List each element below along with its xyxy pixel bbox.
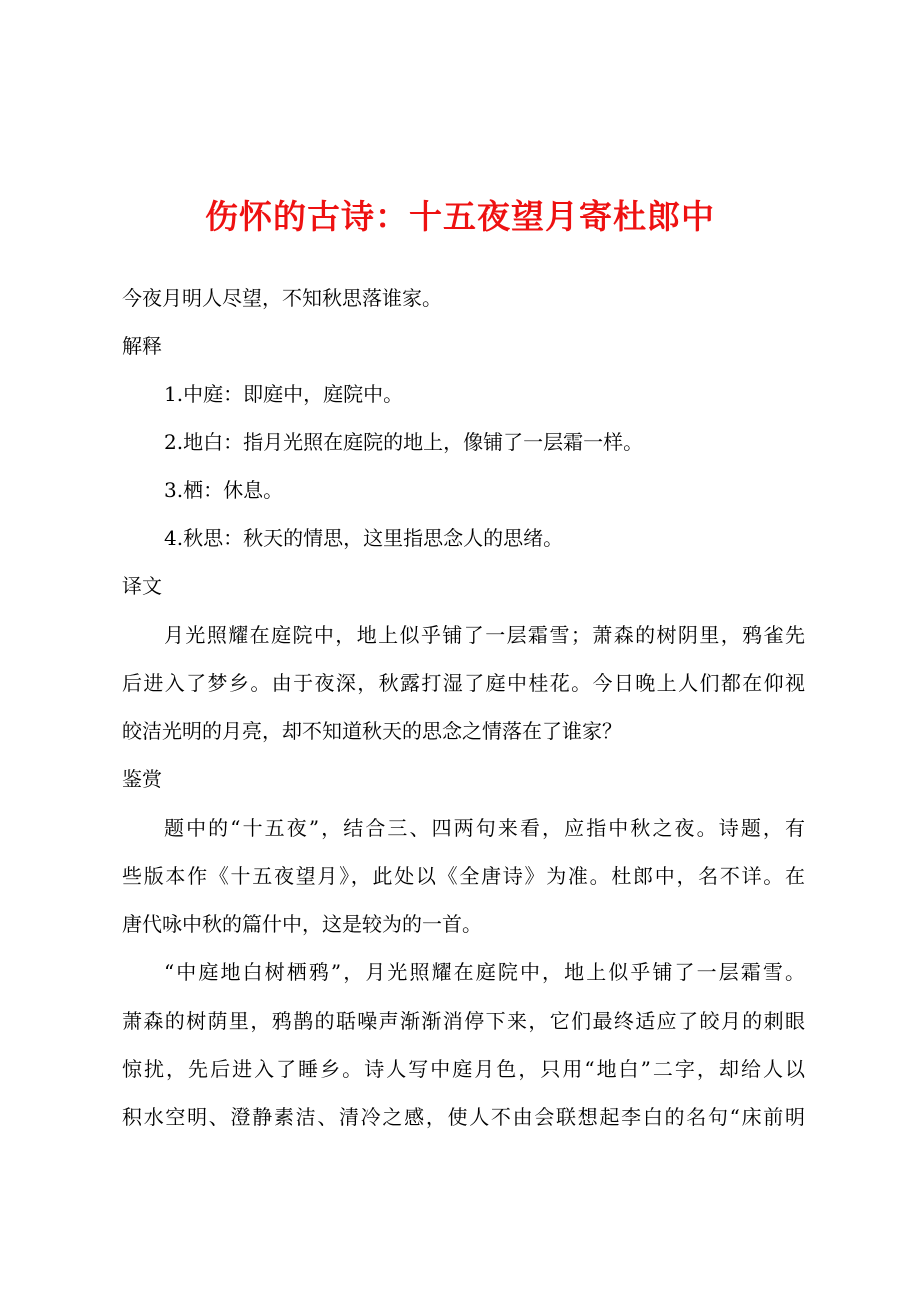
appreciation-line: 萧森的树荫里，鸦鹊的聒噪声渐渐消停下来，它们最终适应了皎月的刺眼 xyxy=(122,1009,805,1033)
appreciation-heading: 鉴赏 xyxy=(122,767,162,791)
note-item: 4.秋思：秋天的情思，这里指思念人的思绪。 xyxy=(164,526,564,550)
appreciation-line: 唐代咏中秋的篇什中，这是较为的一首。 xyxy=(122,912,482,936)
translation-line: 后进入了梦乡。由于夜深，秋露打湿了庭中桂花。今日晚上人们都在仰视 xyxy=(122,671,805,695)
translation-heading: 译文 xyxy=(122,574,162,598)
notes-heading: 解释 xyxy=(122,334,162,358)
appreciation-line: 些版本作《十五夜望月》，此处以《全唐诗》为准。杜郎中，名不详。在 xyxy=(122,864,805,888)
appreciation-line: 积水空明、澄静素洁、清冷之感，使人不由会联想起李白的名句“床前明 xyxy=(122,1105,805,1129)
note-item: 3.栖：休息。 xyxy=(164,478,284,502)
note-item: 2.地白：指月光照在庭院的地上，像铺了一层霜一样。 xyxy=(164,430,644,454)
appreciation-line: 惊扰，先后进入了睡乡。诗人写中庭月色，只用“地白”二字，却给人以 xyxy=(122,1057,805,1081)
appreciation-line: “中庭地白树栖鸦”，月光照耀在庭院中，地上似乎铺了一层霜雪。 xyxy=(164,960,805,984)
translation-line: 月光照耀在庭院中，地上似乎铺了一层霜雪；萧森的树阴里，鸦雀先 xyxy=(164,623,805,647)
document-title: 伤怀的古诗：十五夜望月寄杜郎中 xyxy=(205,197,715,236)
appreciation-line: 题中的“十五夜”，结合三、四两句来看，应指中秋之夜。诗题，有 xyxy=(164,816,805,840)
note-item: 1.中庭：即庭中，庭院中。 xyxy=(164,382,404,406)
translation-line: 皎洁光明的月亮，却不知道秋天的思念之情落在了谁家？ xyxy=(122,719,622,743)
poem-line: 今夜月明人尽望，不知秋思落谁家。 xyxy=(122,286,442,310)
